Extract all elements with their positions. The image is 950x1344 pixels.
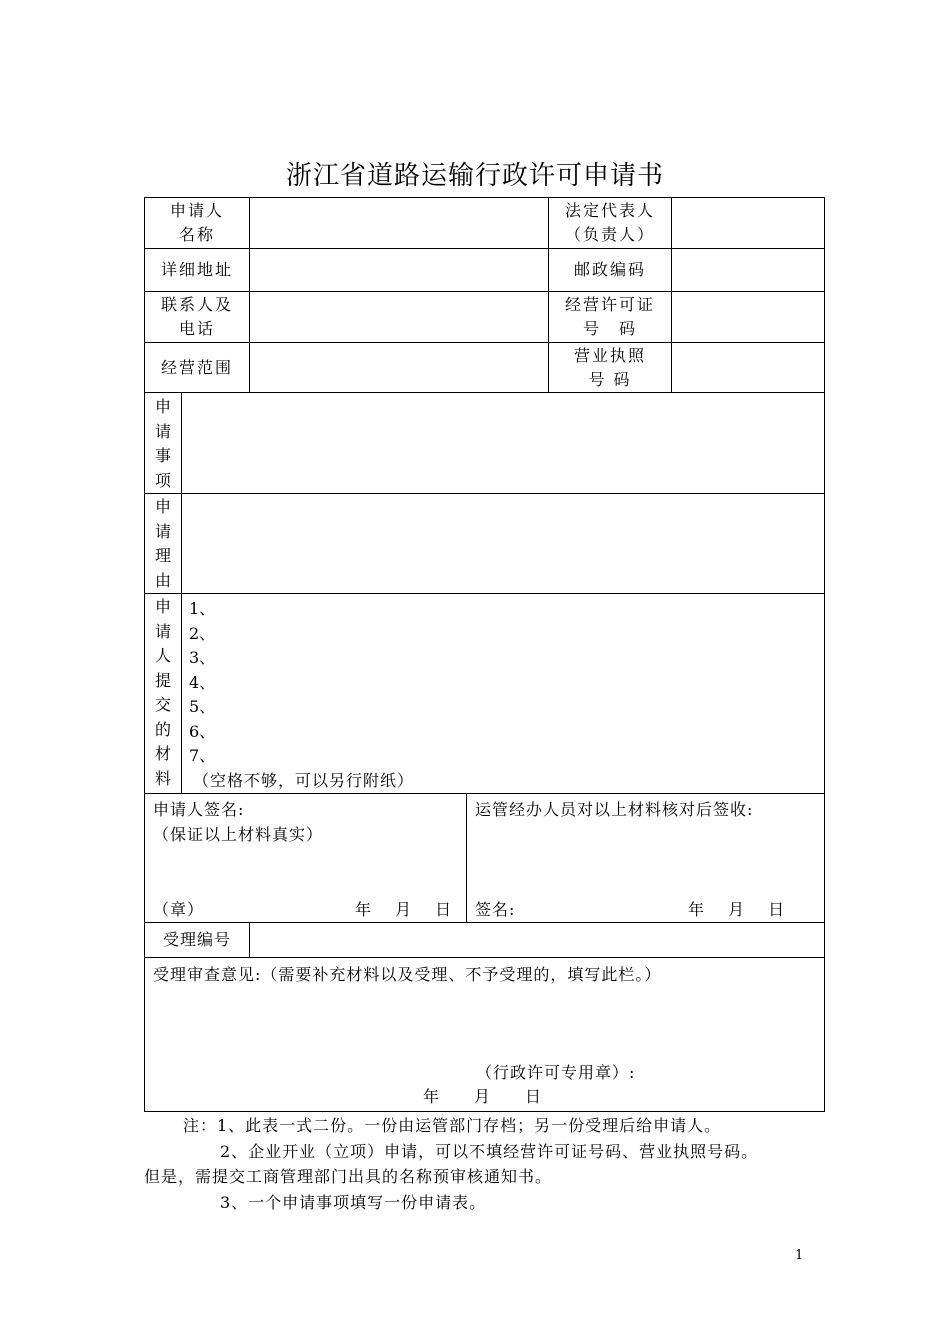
- application-items-field[interactable]: [182, 393, 824, 493]
- address-field[interactable]: [250, 249, 548, 291]
- table-line: [144, 793, 825, 794]
- list-item[interactable]: 2、: [189, 623, 216, 643]
- legal-rep-label: [549, 198, 671, 248]
- table-line: [144, 593, 825, 594]
- officer-date: 年 月 日: [688, 900, 786, 919]
- label-line: 邮政编码: [573, 260, 646, 279]
- label-char: 请: [154, 421, 171, 441]
- review-date: 年 月 日: [423, 1087, 543, 1106]
- postcode-label: [549, 249, 671, 291]
- contact-field[interactable]: [250, 292, 548, 342]
- contact-label: [145, 292, 249, 342]
- label-line: 号 码: [582, 319, 637, 338]
- acceptance-no-field[interactable]: [250, 923, 824, 957]
- label-line: 号 码: [588, 369, 632, 389]
- label-char: 的: [154, 719, 171, 739]
- label-char: 人: [154, 646, 171, 665]
- table-line: [466, 793, 467, 923]
- label-char: 申: [154, 397, 171, 416]
- applicant-name-label: [145, 198, 249, 248]
- list-item[interactable]: 3、: [189, 648, 216, 667]
- label-char: 申: [154, 497, 171, 516]
- note-line-1: 注：1、此表一式二份。一份由运管部门存档；另一份受理后给申请人。: [183, 1116, 722, 1135]
- postcode-field[interactable]: [672, 249, 824, 291]
- business-license-field[interactable]: [672, 343, 824, 392]
- label-line: （负责人）: [564, 225, 655, 244]
- scope-label: [145, 343, 249, 392]
- table-line: [144, 1111, 825, 1112]
- business-license-label: [549, 343, 671, 392]
- application-reason-field[interactable]: [182, 494, 824, 593]
- label-char: 交: [154, 695, 171, 714]
- license-no-label: [549, 292, 671, 342]
- label-line: 法定代表人: [564, 201, 655, 220]
- review-opinion-label: 受理审查意见:（需要补充材料以及受理、不予受理的，填写此栏。）: [153, 965, 662, 984]
- materials-list[interactable]: [189, 597, 414, 793]
- applicant-signature-label: 申请人签名:: [153, 800, 245, 819]
- list-item[interactable]: 6、: [189, 721, 216, 741]
- applicant-signature-field[interactable]: [153, 848, 458, 894]
- label-line: 经营许可证: [564, 295, 655, 314]
- label-line: 申请人: [169, 201, 224, 220]
- label-line: 联系人及: [160, 295, 233, 314]
- note-line-2: 2、企业开业（立项）申请，可以不填经营许可证号码、营业执照号码。: [220, 1142, 759, 1161]
- label-char: 项: [154, 470, 171, 490]
- note-line-4: 3、一个申请事项填写一份申请表。: [220, 1193, 487, 1212]
- label-line: 名称: [178, 225, 215, 244]
- scope-field[interactable]: [250, 343, 548, 392]
- applicant-signature-note: （保证以上材料真实）: [153, 825, 324, 844]
- sign-label: 签名:: [475, 900, 516, 919]
- seal-label: （章）: [153, 900, 205, 919]
- list-item[interactable]: 5、: [189, 697, 216, 716]
- table-line: [824, 197, 825, 1112]
- review-opinion-field[interactable]: [150, 990, 820, 1055]
- page-number: 1: [795, 1248, 804, 1263]
- application-items-label: [146, 395, 180, 493]
- label-char: 事: [154, 446, 171, 465]
- license-no-field[interactable]: [672, 292, 824, 342]
- label-line: 营业执照: [573, 345, 646, 365]
- application-reason-label: [146, 495, 180, 593]
- list-item[interactable]: 1、: [189, 599, 216, 618]
- admin-seal-label: （行政许可专用章）:: [476, 1063, 636, 1082]
- label-line: 经营范围: [160, 357, 233, 377]
- submitted-materials-label: [146, 595, 180, 791]
- label-char: 请: [154, 521, 171, 541]
- label-line: 详细地址: [160, 260, 233, 279]
- label-line: 电话: [178, 319, 215, 338]
- acceptance-no-label: [145, 923, 249, 957]
- label-char: 理: [154, 546, 171, 565]
- label-char: 料: [154, 768, 171, 788]
- label-char: 申: [154, 597, 171, 616]
- label-char: 提: [154, 670, 171, 690]
- label-char: 由: [154, 570, 171, 590]
- officer-signature-field[interactable]: [475, 823, 815, 893]
- materials-note: （空格不够，可以另行附纸）: [193, 770, 415, 790]
- applicant-date: 年 月 日: [355, 900, 453, 919]
- list-item[interactable]: 7、: [189, 746, 216, 765]
- list-item[interactable]: 4、: [189, 672, 216, 692]
- page-title: 浙江省道路运输行政许可申请书: [285, 161, 664, 191]
- note-line-3: 但是，需提交工商管理部门出具的名称预审核通知书。: [144, 1167, 553, 1186]
- officer-signature-label: 运管经办人员对以上材料核对后签收:: [475, 800, 754, 819]
- label-char: 请: [154, 621, 171, 641]
- address-label: [145, 249, 249, 291]
- applicant-name-field[interactable]: [250, 198, 548, 248]
- legal-rep-field[interactable]: [672, 198, 824, 248]
- table-line: [144, 957, 825, 958]
- label-line: 受理编号: [162, 930, 231, 949]
- label-char: 材: [154, 744, 171, 763]
